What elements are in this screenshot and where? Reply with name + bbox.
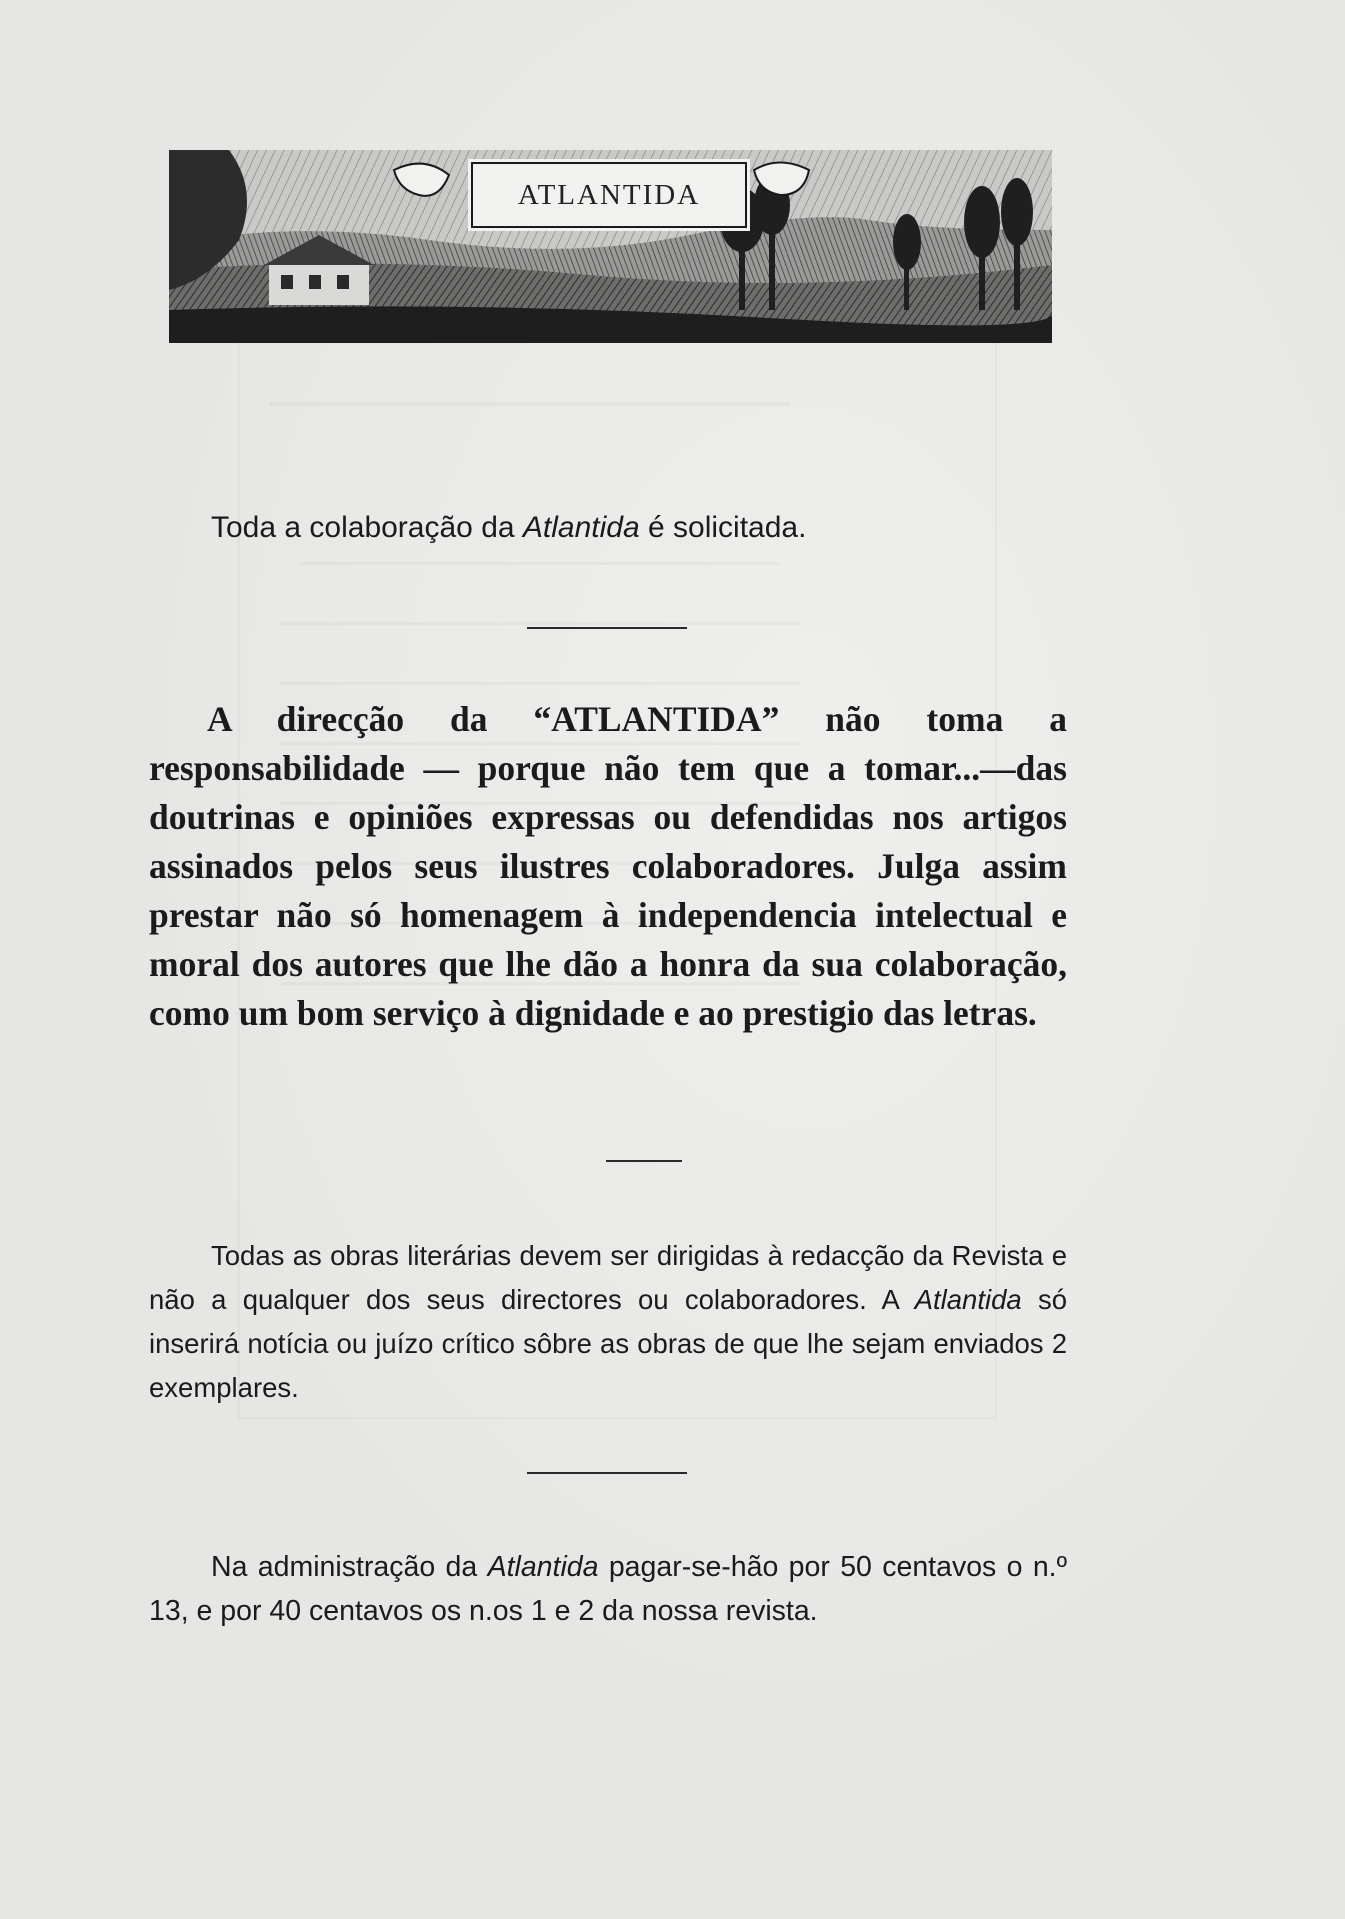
header-banner [169,150,1052,343]
divider-rule [606,1160,682,1162]
collaboration-notice-prefix: Toda a colaboração da [211,511,523,544]
journal-name: Atlantida [487,1551,599,1583]
submissions-paragraph [149,1234,1067,1410]
pricing-text-part1: Na administração da [211,1551,488,1583]
divider-rule [527,1472,687,1474]
pricing-text-part2: pagar-se-hão por 50 centavos o n.º 13, e por 40 centavos os n.os 1 e 2 da nossa revista. [149,1551,1067,1627]
divider-rule [527,627,687,629]
submissions-text-part2: só inserirá notícia ou juízo crítico sôbre as obras de que lhe sejam enviados 2 exemplares. [149,1284,1067,1403]
collaboration-notice [211,506,1061,550]
collaboration-notice-suffix: é solicitada. [639,511,807,544]
pricing-paragraph [149,1545,1067,1633]
banner-title-box [471,162,747,228]
journal-name: Atlantida [914,1284,1022,1315]
journal-title: ATLANTIDA [517,178,701,211]
disclaimer-text: A direcção da “ATLANTIDA” não toma a responsabilidade — porque não tem que a tomar...—das doutrinas e opiniões expressas ou defendidas nos artigos assinados pelos seus ilustres colaboradores. Julga assim prestar não só homenagem à independencia intelectual e moral dos autores que lhe dão a honra da sua colaboração, como um bom serviço à dignidade e ao prestigio das letras. [149,699,1067,1033]
journal-name: Atlantida [522,511,640,544]
disclaimer-paragraph [149,695,1067,1038]
submissions-text-part1: Todas as obras literárias devem ser dirigidas à redacção da Revista e não a qualquer dos seus directores ou colaboradores. A [149,1240,1067,1315]
